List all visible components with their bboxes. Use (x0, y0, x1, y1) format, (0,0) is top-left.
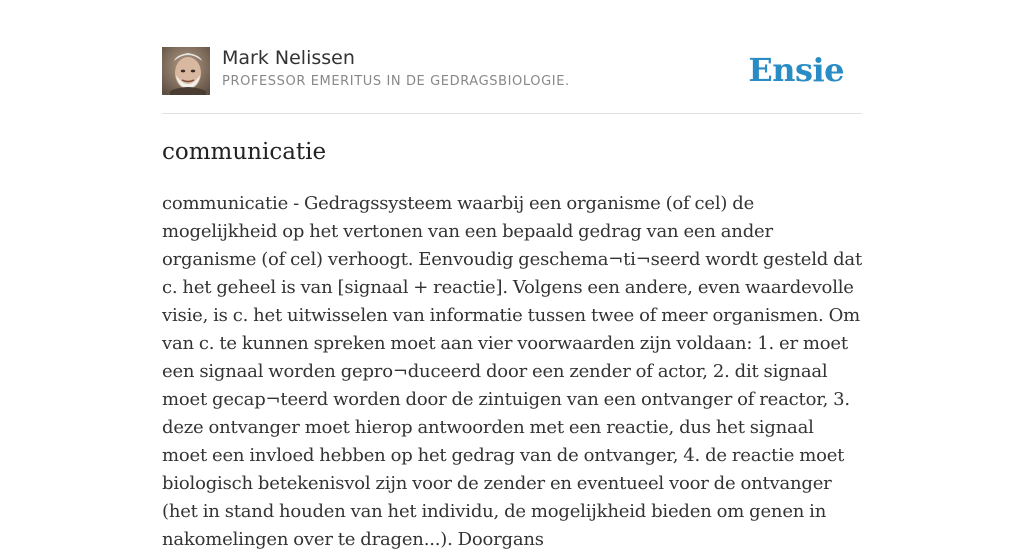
page (162, 0, 862, 550)
author-name[interactable]: Mark Nelissen (222, 47, 355, 69)
person-photo-icon (162, 47, 210, 95)
ensie-logo[interactable]: Ensie (748, 51, 844, 89)
author-title: PROFESSOR EMERITUS IN DE GEDRAGSBIOLOGIE. (222, 74, 570, 89)
author-avatar[interactable] (162, 47, 210, 95)
header-divider (162, 113, 862, 114)
entry-body: communicatie - Gedragssysteem waarbij een organisme (of cel) de mogelijkheid op het vertonen van een bepaald gedrag van een ander organisme (of cel) verhoogt. Eenvoudig geschema¬ti¬seerd wordt gesteld dat c. het geheel is van [signaal + reactie]. Volgens een andere, even waardevolle visie, is c. het uitwisselen van informatie tussen twee of meer organismen. Om van c. te kunnen spreken moet aan vier voorwaarden zijn voldaan: 1. er moet een signaal worden gepro¬duceerd door een zender of actor, 2. dit signaal moet gecap¬teerd worden door de zintuigen van een ontvanger of reactor, 3. deze ontvanger moet hierop antwoorden met een reactie, dus het signaal moet een invloed hebben op het gedrag van de ontvanger, 4. de reactie moet biologisch betekenisvol zijn voor de zender en eventueel voor de ontvanger (het in stand houden van het individu, de mogelijkheid bieden om genen in nakomelingen over te dragen...). Doorgans (162, 193, 862, 550)
author-header (162, 46, 862, 96)
entry-title: communicatie (162, 139, 327, 165)
